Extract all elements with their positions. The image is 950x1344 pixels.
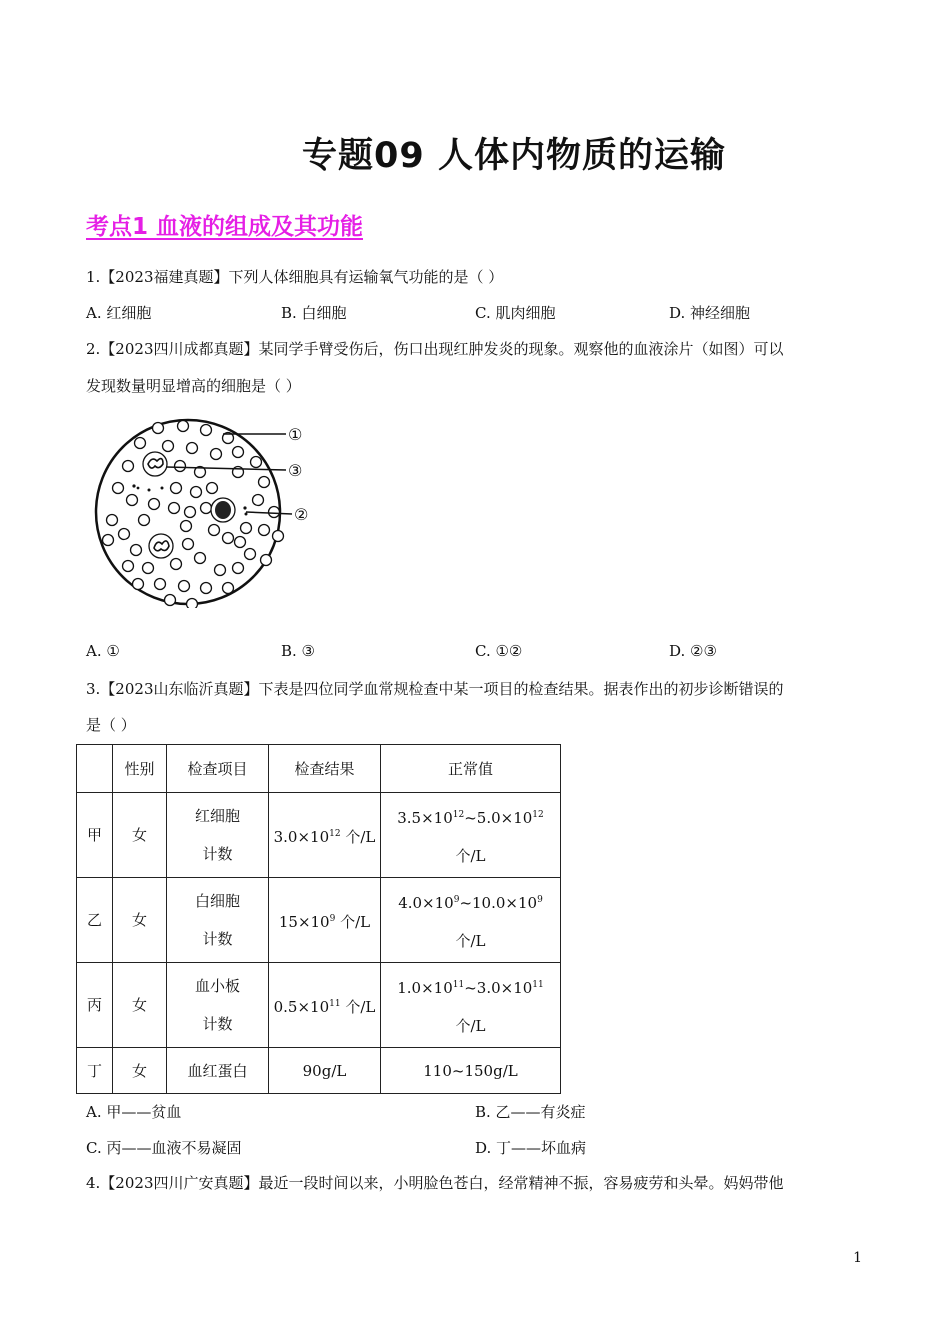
test-result: $0.5\times 10^{11}$ 个/L <box>269 963 381 1048</box>
red-blood-cell-icon <box>259 525 270 536</box>
test-item: 血小板计数 <box>167 963 269 1048</box>
blood-test-table <box>76 744 561 1094</box>
table-row <box>77 963 561 1048</box>
test-item: 红细胞计数 <box>167 793 269 878</box>
red-blood-cell-icon <box>127 495 138 506</box>
q1-option-b: B. 白细胞 <box>281 304 347 322</box>
red-blood-cell-icon <box>123 461 134 472</box>
red-blood-cell-icon <box>139 515 150 526</box>
red-blood-cell-icon <box>209 525 220 536</box>
q1-option-c: C. 肌肉细胞 <box>475 304 556 322</box>
red-blood-cell-icon <box>259 477 270 488</box>
figure-label-2: ② <box>294 505 309 524</box>
white-blood-cell-icon <box>149 534 173 558</box>
test-item: 白细胞计数 <box>167 878 269 963</box>
red-blood-cell-icon <box>149 499 160 510</box>
q1-option-d: D. 神经细胞 <box>669 304 751 322</box>
red-blood-cell-icon <box>201 583 212 594</box>
red-blood-cell-icon <box>253 495 264 506</box>
red-blood-cell-icon <box>245 549 256 560</box>
red-blood-cell-icon <box>211 449 222 460</box>
normal-range: $1.0\times 10^{11}\sim 3.0\times 10^{11}$ 个/L <box>381 963 561 1048</box>
red-blood-cell-icon <box>103 535 114 546</box>
section-heading: 考点1 血液的组成及其功能 <box>86 214 364 240</box>
q3-option-b: B. 乙——有炎症 <box>475 1103 586 1121</box>
q3-option-d: D. 丁——坏血病 <box>475 1139 587 1157</box>
normal-range: $3.5\times 10^{12}\sim 5.0\times 10^{12}$ 个/L <box>381 793 561 878</box>
red-blood-cell-icon <box>241 523 252 534</box>
question-3-stem-line2: 是（ ） <box>86 716 136 734</box>
test-result: $3.0\times 10^{12}$ 个/L <box>269 793 381 878</box>
red-blood-cell-icon <box>155 579 166 590</box>
student-sex: 女 <box>113 963 167 1048</box>
red-blood-cell-icon <box>163 441 174 452</box>
page-title: 专题09 人体内物质的运输 <box>302 136 726 176</box>
red-blood-cell-icon <box>169 503 180 514</box>
red-blood-cell-icon <box>191 487 202 498</box>
red-blood-cell-icon <box>185 507 196 518</box>
red-blood-cell-icon <box>195 553 206 564</box>
q3-option-c: C. 丙——血液不易凝固 <box>86 1139 242 1157</box>
test-result: $15\times 10^9$ 个/L <box>269 878 381 963</box>
red-blood-cell-icon <box>175 461 186 472</box>
red-blood-cell-icon <box>123 561 134 572</box>
q2-option-c: C. ①② <box>475 642 523 660</box>
red-blood-cell-icon <box>201 425 212 436</box>
question-3-stem-line1: 3.【2023山东临沂真题】下表是四位同学血常规检查中某一项目的检查结果。据表作出的初步诊断错误的 <box>86 680 784 698</box>
red-blood-cell-icon <box>183 539 194 550</box>
red-blood-cell-icon <box>131 545 142 556</box>
red-blood-cell-icon <box>181 521 192 532</box>
question-4-stem-line1: 4.【2023四川广安真题】最近一段时间以来，小明脸色苍白，经常精神不振，容易疲劳和头晕。妈妈带他 <box>86 1174 784 1192</box>
leader-line-2 <box>246 512 292 514</box>
student-name: 丁 <box>77 1048 113 1094</box>
question-2-stem-line2: 发现数量明显增高的细胞是（ ） <box>86 377 301 395</box>
red-blood-cell-icon <box>178 421 189 432</box>
red-blood-cell-icon <box>207 483 218 494</box>
figure-label-1: ① <box>288 425 303 444</box>
lymphocyte-icon <box>211 498 235 522</box>
table-header <box>77 745 113 793</box>
q2-option-d: D. ②③ <box>669 642 717 660</box>
normal-range: 110~150g/L <box>381 1048 561 1094</box>
student-sex: 女 <box>113 793 167 878</box>
q3-option-a: A. 甲——贫血 <box>86 1103 182 1121</box>
red-blood-cell-icon <box>235 537 246 548</box>
red-blood-cell-icon <box>251 457 262 468</box>
table-header: 正常值 <box>381 745 561 793</box>
figure-label-3: ③ <box>288 461 303 480</box>
student-name: 丙 <box>77 963 113 1048</box>
student-name: 乙 <box>77 878 113 963</box>
table-header: 检查项目 <box>167 745 269 793</box>
question-2-stem-line1: 2.【2023四川成都真题】某同学手臂受伤后，伤口出现红肿发炎的现象。观察他的血液涂片（如图）可以 <box>86 340 784 358</box>
table-header: 性别 <box>113 745 167 793</box>
red-blood-cell-icon <box>171 483 182 494</box>
red-blood-cell-icon <box>223 583 234 594</box>
red-blood-cell-icon <box>269 507 280 518</box>
test-result: 90g/L <box>269 1048 381 1094</box>
student-name: 甲 <box>77 793 113 878</box>
red-blood-cell-icon <box>273 531 284 542</box>
red-blood-cell-icon <box>187 599 198 609</box>
red-blood-cell-icon <box>223 533 234 544</box>
table-row <box>77 793 561 878</box>
page-number: 1 <box>853 1250 862 1266</box>
normal-range: $4.0\times 10^9\sim 10.0\times 10^9$ 个/L <box>381 878 561 963</box>
student-sex: 女 <box>113 1048 167 1094</box>
red-blood-cell-icon <box>179 581 190 592</box>
red-blood-cell-icon <box>165 595 176 606</box>
red-blood-cell-icon <box>215 565 226 576</box>
red-blood-cell-icon <box>113 483 124 494</box>
question-1-stem: 1.【2023福建真题】下列人体细胞具有运输氧气功能的是（ ） <box>86 268 504 286</box>
student-sex: 女 <box>113 878 167 963</box>
q2-option-b: B. ③ <box>281 642 316 660</box>
red-blood-cell-icon <box>233 563 244 574</box>
test-item: 血红蛋白 <box>167 1048 269 1094</box>
blood-smear-figure <box>88 408 328 608</box>
table-row <box>77 1048 561 1094</box>
red-blood-cell-icon <box>187 443 198 454</box>
red-blood-cell-icon <box>153 423 164 434</box>
table-header: 检查结果 <box>269 745 381 793</box>
red-blood-cell-icon <box>261 555 272 566</box>
red-blood-cell-icon <box>133 579 144 590</box>
red-blood-cell-icon <box>135 438 146 449</box>
red-blood-cell-icon <box>119 529 130 540</box>
red-blood-cell-icon <box>233 447 244 458</box>
white-blood-cell-icon <box>143 452 167 476</box>
red-blood-cell-icon <box>201 503 212 514</box>
red-blood-cell-icon <box>143 563 154 574</box>
table-header-row <box>77 745 561 793</box>
q1-option-a: A. 红细胞 <box>86 304 152 322</box>
red-blood-cell-icon <box>171 559 182 570</box>
table-row <box>77 878 561 963</box>
red-blood-cell-icon <box>107 515 118 526</box>
q2-option-a: A. ① <box>86 642 120 660</box>
